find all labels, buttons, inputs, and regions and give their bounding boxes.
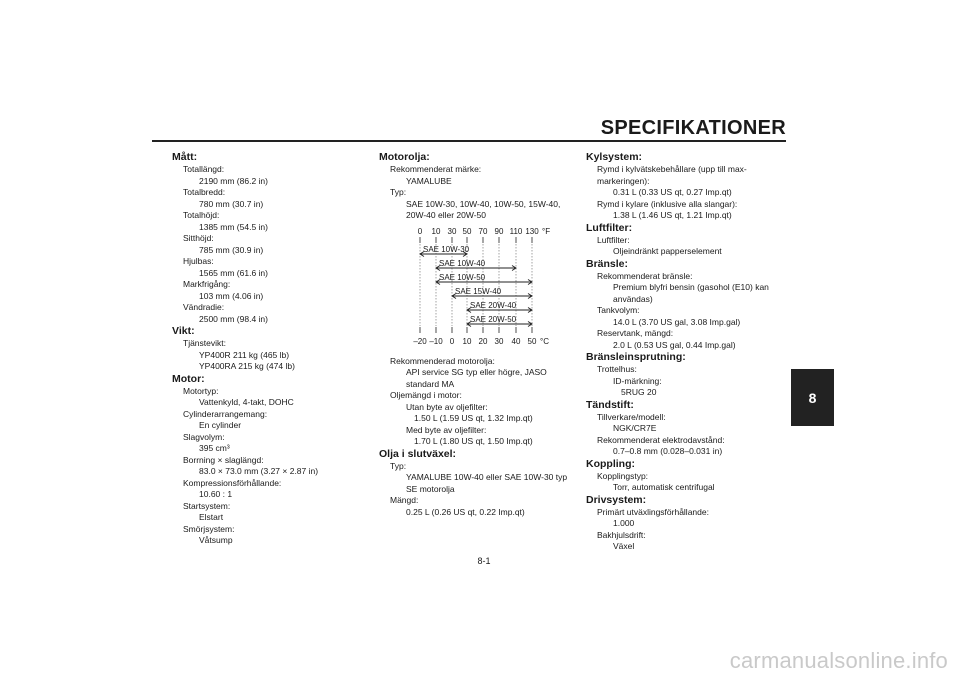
spec-label: Smörjsystem:	[183, 523, 235, 534]
spec-value: Oljeindränkt papperselement	[613, 246, 722, 256]
spec-label: Primärt utväxlingsförhållande:	[597, 506, 709, 517]
spec-label: Tjänstevikt:	[183, 338, 226, 348]
fahrenheit-unit-label: °F	[542, 226, 551, 236]
celsius-tick-label: 40	[511, 336, 521, 346]
title-rule	[152, 140, 786, 142]
section-heading: Olja i slutväxel:	[379, 447, 457, 460]
spec-value: YP400RA 215 kg (474 lb)	[199, 361, 295, 371]
celsius-tick-label: –20	[413, 336, 427, 346]
series-label: SAE 10W-50	[439, 272, 486, 282]
spec-value: 10.60 : 1	[199, 489, 233, 499]
spec-label: Slagvolym:	[183, 431, 225, 442]
fahrenheit-tick-label: 30	[447, 226, 457, 236]
spec-label: Cylinderarrangemang:	[183, 408, 268, 419]
spec-value: Elstart	[199, 512, 224, 522]
spec-value: Utan byte av oljefilter:	[406, 401, 488, 412]
series-label: SAE 10W-30	[423, 244, 470, 254]
spec-label: Rymd i kylare (inklusive alla slangar):	[597, 198, 738, 209]
fahrenheit-tick-label: 130	[525, 226, 539, 236]
spec-label: Tankvolym:	[597, 305, 640, 315]
section-heading: Koppling:	[586, 457, 635, 470]
spec-value: 1.38 L (1.46 US qt, 1.21 Imp.qt)	[613, 210, 732, 220]
spec-value: YAMALUBE	[406, 175, 452, 186]
spec-label: markeringen):	[597, 175, 650, 186]
fahrenheit-tick-label: 10	[431, 226, 441, 236]
spec-value: Premium blyfri bensin (gasohol (E10) kan	[613, 282, 769, 292]
series-label: SAE 10W-40	[439, 258, 486, 268]
spec-label: Trottelhus:	[597, 364, 637, 374]
spec-label: Startsystem:	[183, 500, 231, 511]
section-heading: Motorolja:	[379, 151, 430, 163]
spec-label: Rekommenderad motorolja:	[390, 355, 495, 366]
spec-value: YAMALUBE 10W-40 eller SAE 10W-30 typ	[406, 472, 568, 482]
spec-label: Rekommenderat märke:	[390, 164, 482, 174]
spec-value: SAE 10W-30, 10W-40, 10W-50, 15W-40,	[406, 198, 561, 209]
engine-oil-section	[379, 151, 586, 222]
series-label: SAE 20W-50	[470, 314, 517, 324]
oil-quantity-section	[379, 355, 586, 519]
spec-label: Rymd i kylvätskebehållare (upp till max-	[597, 164, 747, 174]
spec-value: 1.70 L (1.80 US qt, 1.50 Imp.qt)	[414, 436, 533, 446]
spec-label: Kopplingstyp:	[597, 470, 649, 481]
chapter-tab[interactable]: 8	[791, 369, 834, 426]
spec-label: Hjulbas:	[183, 256, 214, 266]
celsius-tick-label: –10	[429, 336, 443, 346]
section-heading: Luftfilter:	[586, 221, 633, 234]
celsius-tick-label: 20	[478, 336, 488, 346]
spec-label: Mängd:	[390, 495, 419, 505]
spec-label: Markfrigång:	[183, 279, 231, 289]
section-heading: Tändstift:	[586, 398, 634, 411]
spec-label: Totallängd:	[183, 164, 225, 174]
spec-label: Tillverkare/modell:	[597, 411, 666, 422]
oil-viscosity-chart	[398, 226, 558, 350]
spec-value: 1385 mm (54.5 in)	[199, 221, 268, 232]
spec-label: Borrning × slaglängd:	[183, 454, 264, 465]
section-heading: Kylsystem:	[586, 151, 643, 163]
series-label: SAE 15W-40	[455, 286, 502, 296]
spec-value: NGK/CR7E	[613, 423, 657, 433]
spec-value: 1.000	[613, 518, 635, 528]
spec-label: Bakhjulsdrift:	[597, 529, 646, 540]
page-number: 8-1	[477, 556, 491, 566]
spec-label: Oljemängd i motor:	[390, 390, 462, 400]
spec-label: Luftfilter:	[597, 234, 630, 245]
spec-value: Våtsump	[199, 535, 233, 545]
section-heading: Bränsleinsprutning:	[586, 351, 686, 363]
spec-value: 780 mm (30.7 in)	[199, 198, 264, 209]
spec-value: Vattenkyld, 4-takt, DOHC	[199, 397, 294, 407]
spec-value: 785 mm (30.9 in)	[199, 244, 264, 255]
fahrenheit-tick-label: 0	[417, 226, 423, 236]
spec-value: 20W-40 eller 20W-50	[406, 210, 487, 220]
section-heading: Bränsle:	[586, 257, 629, 270]
section-heading: Vikt:	[172, 325, 195, 337]
spec-label: Totalhöjd:	[183, 210, 220, 220]
celsius-unit-label: °C	[540, 336, 549, 346]
spec-value: Med byte av oljefilter:	[406, 424, 487, 435]
spec-value: 0.25 L (0.26 US qt, 0.22 Imp.qt)	[406, 506, 525, 517]
spec-value: 0.7–0.8 mm (0.028–0.031 in)	[613, 446, 723, 456]
spec-value: 395 cm³	[199, 443, 230, 453]
spec-label: Totalbredd:	[183, 187, 226, 197]
series-label: SAE 20W-40	[470, 300, 517, 310]
spec-column-3	[586, 151, 793, 553]
spec-label: Reservtank, mängd:	[597, 328, 674, 338]
spec-value: Växel	[613, 541, 635, 551]
spec-value: 0.31 L (0.33 US qt, 0.27 Imp.qt)	[613, 187, 732, 197]
spec-value: standard MA	[406, 378, 455, 389]
fahrenheit-tick-label: 90	[494, 226, 504, 236]
spec-value: 2190 mm (86.2 in)	[199, 175, 268, 186]
section-heading: Drivsystem:	[586, 493, 647, 506]
spec-value: 1.50 L (1.59 US qt, 1.32 Imp.qt)	[414, 413, 533, 423]
celsius-tick-label: 10	[462, 336, 472, 346]
spec-column-1	[172, 151, 369, 547]
spec-label: Vändradie:	[183, 302, 225, 312]
fahrenheit-tick-label: 110	[509, 226, 523, 236]
spec-value: 5RUG 20	[621, 387, 657, 397]
celsius-tick-label: 50	[527, 336, 537, 346]
page-title: SPECIFIKATIONER	[600, 117, 786, 139]
spec-column-2	[379, 151, 586, 518]
spec-value: API service SG typ eller högre, JASO	[406, 367, 547, 377]
section-heading: Mått:	[172, 151, 198, 163]
spec-label: Typ:	[390, 460, 407, 471]
spec-value: 14.0 L (3.70 US gal, 3.08 Imp.gal)	[613, 316, 741, 327]
spec-value: användas)	[613, 293, 653, 304]
section-heading: Motor:	[172, 372, 205, 385]
spec-value: 2500 mm (98.4 in)	[199, 313, 268, 324]
spec-value: YP400R 211 kg (465 lb)	[199, 349, 290, 360]
spec-value: ID-märkning:	[613, 375, 662, 386]
spec-value: Torr, automatisk centrifugal	[613, 482, 715, 492]
fahrenheit-tick-label: 70	[478, 226, 488, 236]
fahrenheit-tick-label: 50	[462, 226, 472, 236]
spec-value: 103 mm (4.06 in)	[199, 290, 264, 301]
celsius-tick-label: 30	[494, 336, 504, 346]
spec-label: Rekommenderat bränsle:	[597, 270, 693, 281]
spec-value: 83.0 × 73.0 mm (3.27 × 2.87 in)	[199, 466, 319, 476]
spec-label: Motortyp:	[183, 385, 219, 396]
spec-value: 1565 mm (61.6 in)	[199, 267, 268, 278]
spec-label: Rekommenderat elektrodavstånd:	[597, 434, 725, 445]
watermark[interactable]: carmanualsonline.info	[729, 648, 948, 673]
spec-value: SE motorolja	[406, 483, 455, 494]
spec-label: Typ:	[390, 187, 407, 197]
spec-value: En cylinder	[199, 420, 242, 430]
celsius-tick-label: 0	[449, 336, 455, 346]
spec-label: Kompressionsförhållande:	[183, 477, 282, 488]
spec-label: Sitthöjd:	[183, 233, 214, 243]
spec-value: 2.0 L (0.53 US gal, 0.44 Imp.gal)	[613, 339, 736, 350]
